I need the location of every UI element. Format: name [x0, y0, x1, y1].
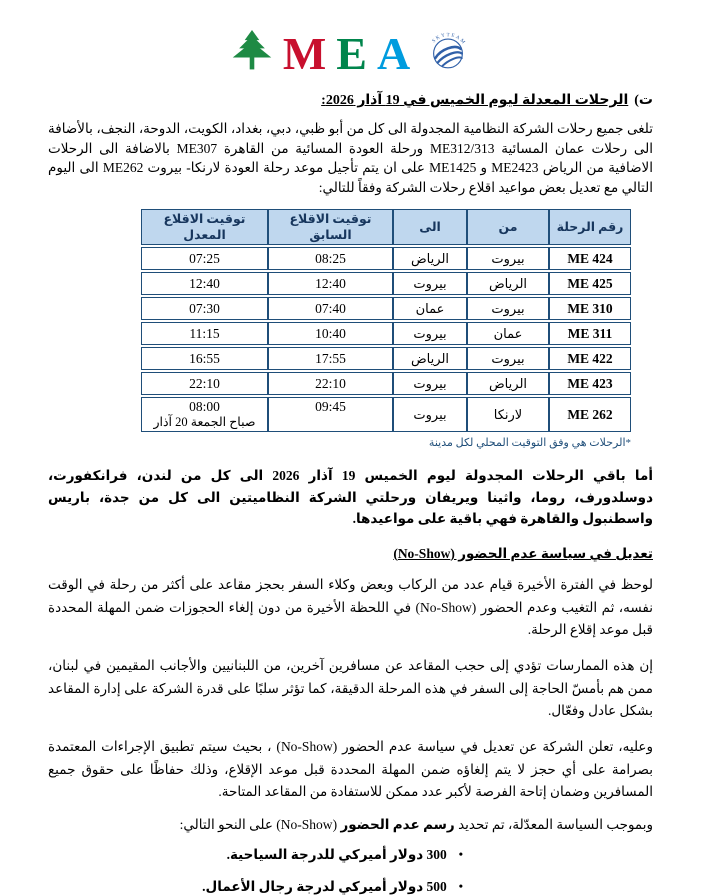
table-footnote: *الرحلات هي وفق التوقيت المحلي لكل مدينة [428, 437, 631, 450]
previous-time-cell: 17:55 [268, 347, 393, 370]
mea-letter-m: M [282, 28, 327, 79]
modified-time-cell: 22:10 [141, 372, 268, 395]
from-cell: بيروت [467, 347, 549, 370]
modified-time-cell [141, 397, 268, 432]
modified-time-cell: 11:15 [141, 322, 268, 345]
cedar-tree-icon [230, 28, 274, 76]
modified-time-cell: 12:40 [141, 272, 268, 295]
no-show-paragraph-3: وعليه، تعلن الشركة عن تعديل في سياسة عدم الحضور (No-Show) ، بحيث سيتم تطبيق الإجراءات المعتمدة بصرامة على أي حجز لا يتم إلغاؤه ضمن المهلة المحددة قبل موعد الإقلاع، وذلك حفاظًا على حقوق جميع المسافرين وضمان إتاحة الفرصة لأكبر عدد ممكن للاستفادة من المقاعد المتاحة. [48, 739, 654, 800]
previous-time-cell: 12:40 [268, 272, 393, 295]
intro-paragraph: تلغى جميع رحلات الشركة النظامية المجدولة الى كل من أبو ظبي، دبي، بغداد، الكويت، الدوحة، النجف، بالأضافة الى رحلات عمان المسائية ME312/313 ورحلة العودة المسائية من القاهرة ME307 بالاضافة الى الرحلات الاضافية من الرياض ME2423 و ME1425 على ان يتم تأجيل موعد رحلة العودة لارنكا- بيروت ME262 الى اليوم التالي مع تعديل بعض مواعيد اقلاع رحلات الشركة وفقاً للتالي: [48, 121, 653, 195]
flights-table-wrapper [141, 207, 631, 449]
flight-number-cell: ME 310 [549, 297, 631, 320]
flight-number-cell: ME 422 [549, 347, 631, 370]
flight-number-cell: ME 262 [549, 397, 631, 432]
table-row [141, 322, 631, 345]
to-cell: بيروت [393, 397, 467, 432]
no-show-heading [48, 546, 653, 562]
fee-policy-line [48, 817, 653, 833]
previous-time-cell: 08:25 [268, 247, 393, 270]
flight-number-cell: ME 423 [549, 372, 631, 395]
mea-logo [48, 22, 653, 86]
to-cell: عمان [393, 297, 467, 320]
header-to: الى [393, 209, 467, 245]
section-heading-prefix: ت) [634, 93, 653, 108]
modified-time-note: صباح الجمعة 20 آذار [153, 415, 256, 430]
from-cell: بيروت [467, 247, 549, 270]
to-cell: الرياض [393, 247, 467, 270]
table-row [141, 272, 631, 295]
section-heading-title: الرحلات المعدلة ليوم الخميس في 19 آذار 2026: [321, 93, 629, 108]
skyteam-label: SKYTEAM [431, 32, 468, 47]
header-from: من [467, 209, 549, 245]
no-show-heading-title: تعديل في سياسة عدم الحضور (No-Show) [393, 546, 653, 562]
from-cell: لارنكا [467, 397, 549, 432]
remaining-flights-paragraph: أما باقي الرحلات المجدولة ليوم الخميس 19 آذار 2026 الى كل من لندن، فرانكفورت، دوسلدورف، روما، واثينا ويريفان ورحلتي الشركة النظاميتين الى كل من جدة، باريس واسطنبول والقاهرة فهي باقية على مواعيدها. [48, 468, 653, 527]
header-previous-departure: توقيت الاقلاع السابق [268, 209, 393, 245]
modified-time-cell: 07:25 [141, 247, 268, 270]
fee-line-post: (No-Show) على النحو التالي: [179, 817, 341, 833]
bullet-item-economy [48, 847, 653, 863]
bullet-item-business [48, 879, 653, 895]
header-modified-departure: توقيت الاقلاع المعدل [141, 209, 268, 245]
mea-letter-a: A [376, 28, 411, 79]
modified-time-cell: 07:30 [141, 297, 268, 320]
to-cell: الرياض [393, 347, 467, 370]
previous-time-cell: 22:10 [268, 372, 393, 395]
fee-line-bold: رسم عدم الحضور [340, 817, 455, 833]
table-row [141, 247, 631, 270]
section-heading [48, 92, 653, 109]
to-cell: بيروت [393, 322, 467, 345]
previous-time-cell: 09:45 [268, 397, 393, 432]
fee-line-pre: وبموجب السياسة المعدّلة، تم تحديد [454, 817, 653, 833]
bullet-marker: • [458, 847, 463, 862]
flight-number-cell: ME 424 [549, 247, 631, 270]
table-row [141, 347, 631, 370]
table-header-row [141, 209, 631, 245]
table-row [141, 397, 631, 432]
modified-time-cell: 16:55 [141, 347, 268, 370]
modified-time-value: 08:00 [189, 399, 220, 415]
table-row [141, 372, 631, 395]
bullet-marker: • [458, 879, 463, 894]
table-row [141, 297, 631, 320]
from-cell: الرياض [467, 272, 549, 295]
no-show-paragraph-2: إن هذه الممارسات تؤدي إلى حجب المقاعد عن مسافرين آخرين، من اللبنانيين والأجانب المقيمين في لبنان، ممن هم بأمسّ الحاجة إلى السفر في هذه المرحلة الدقيقة، كما تؤثر سلبًا على قدرة الشركة على إدارة المقاعد بشكل عادل وفعّال. [48, 658, 653, 719]
previous-time-cell: 10:40 [268, 322, 393, 345]
from-cell: الرياض [467, 372, 549, 395]
bullet-text: 300 دولار أميركي للدرجة السياحية. [226, 847, 447, 863]
previous-time-cell: 07:40 [268, 297, 393, 320]
no-show-paragraph-1: لوحظ في الفترة الأخيرة قيام عدد من الركاب وبعض وكلاء السفر بحجز مقاعد على أكثر من رحلة في الوقت نفسه، ثم التغيب وعدم الحضور (No-Show) في اللحظة الأخيرة من دون إلغاء الحجوزات ضمن المهلة المحددة قبل موعد إقلاع الرحلة. [48, 577, 654, 638]
flight-number-cell: ME 425 [549, 272, 631, 295]
flights-table [141, 207, 631, 434]
header-flight-number: رقم الرحلة [549, 209, 631, 245]
bullet-text: 500 دولار أميركي لدرجة رجال الأعمال. [202, 879, 447, 895]
to-cell: بيروت [393, 372, 467, 395]
mea-wordmark [278, 28, 415, 79]
mea-letter-e: E [336, 28, 367, 79]
from-cell: بيروت [467, 297, 549, 320]
flight-number-cell: ME 311 [549, 322, 631, 345]
skyteam-logo-icon [425, 27, 471, 73]
from-cell: عمان [467, 322, 549, 345]
to-cell: بيروت [393, 272, 467, 295]
